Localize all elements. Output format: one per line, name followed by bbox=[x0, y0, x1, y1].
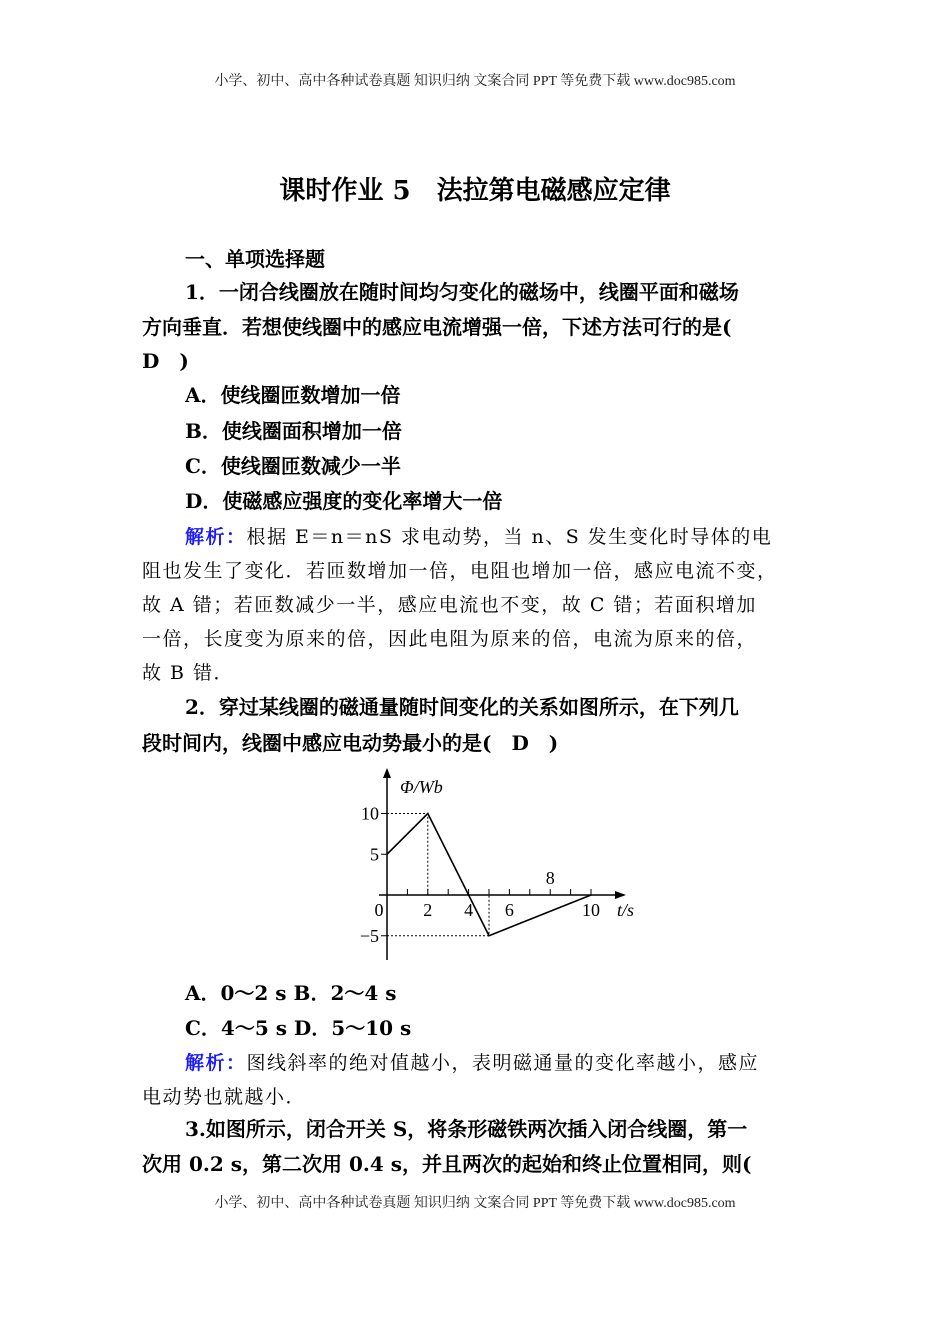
x-tick-label: 2 bbox=[423, 900, 433, 920]
q3-line2: 次用 0.2 s，第二次用 0.4 s，并且两次的起始和终止位置相同，则( bbox=[142, 1152, 752, 1176]
y-tick-label: 5 bbox=[370, 844, 379, 865]
analysis-label: 解析： bbox=[185, 1052, 247, 1074]
q2-analysis-line2: 电动势也就越小． bbox=[142, 1086, 307, 1108]
q1-analysis-line5: 故 B 错． bbox=[142, 662, 235, 684]
q1-analysis-line4: 一倍，长度变为原来的倍，因此电阻为原来的倍，电流为原来的倍， bbox=[142, 628, 758, 650]
q1-option-d: D．使磁感应强度的变化率增大一倍 bbox=[185, 489, 503, 513]
q2-line2: 段时间内，线圈中感应电动势最小的是( D ) bbox=[142, 731, 559, 755]
x-axis-arrow bbox=[615, 891, 626, 899]
q2-analysis-line1: 解析：图线斜率的绝对值越小，表明磁通量的变化率越小，感应 bbox=[185, 1052, 760, 1074]
q2-options-ab: A．0～2 s B．2～4 s bbox=[185, 981, 397, 1005]
x-tick-label: 4 bbox=[464, 900, 474, 920]
page-title: 课时作业 5 法拉第电磁感应定律 bbox=[279, 176, 671, 206]
guide-line bbox=[387, 814, 428, 896]
q1-option-a: A．使线圈匝数增加一倍 bbox=[185, 383, 401, 407]
q1-analysis-line1: 解析：根据 E＝n＝nS 求电动势，当 n、S 发生变化时导体的电 bbox=[185, 526, 773, 548]
x-axis-label: t/s bbox=[617, 900, 635, 920]
y-tick-label: −5 bbox=[359, 925, 379, 946]
section-heading: 一、单项选择题 bbox=[185, 247, 325, 271]
q1-option-b: B．使线圈面积增加一倍 bbox=[185, 419, 402, 443]
q2-line1: 2．穿过某线圈的磁通量随时间变化的关系如图所示，在下列几 bbox=[185, 695, 739, 719]
x-tick-label: 0 bbox=[374, 900, 384, 920]
q1-line2: 方向垂直．若想使线圈中的感应电流增强一倍，下述方法可行的是( bbox=[142, 315, 732, 339]
y-axis-label: Φ/Wb bbox=[400, 777, 443, 797]
page-header: 小学、初中、高中各种试卷真题 知识归纳 文案合同 PPT 等免费下载 www.doc985.com bbox=[214, 74, 736, 89]
q2-options-cd: C．4～5 s D．5～10 s bbox=[185, 1016, 412, 1040]
q1-answer: D ) bbox=[142, 349, 189, 373]
y-tick-label: 10 bbox=[361, 803, 379, 824]
q1-analysis-line3: 故 A 错；若匝数减少一半，感应电流也不变，故 C 错；若面积增加 bbox=[142, 594, 757, 616]
q1-option-c: C．使线圈匝数减少一半 bbox=[185, 454, 401, 478]
q3-line1: 3.如图所示，闭合开关 S，将条形磁铁两次插入闭合线圈，第一 bbox=[185, 1117, 748, 1141]
series-line bbox=[387, 814, 591, 936]
page-footer: 小学、初中、高中各种试卷真题 知识归纳 文案合同 PPT 等免费下载 www.doc985.com bbox=[214, 1196, 736, 1211]
x-tick-label: 6 bbox=[504, 900, 514, 920]
q1-analysis-line2: 阻也发生了变化．若匝数增加一倍，电阻也增加一倍，感应电流不变， bbox=[142, 560, 778, 582]
y-axis-arrow bbox=[383, 768, 391, 778]
x-tick-label: 10 bbox=[582, 900, 600, 920]
guide-line bbox=[387, 895, 489, 936]
q1-line1: 1．一闭合线圈放在随时间均匀变化的磁场中，线圈平面和磁场 bbox=[185, 280, 739, 304]
analysis-label: 解析： bbox=[185, 526, 247, 548]
x-tick-label: 8 bbox=[545, 868, 555, 888]
